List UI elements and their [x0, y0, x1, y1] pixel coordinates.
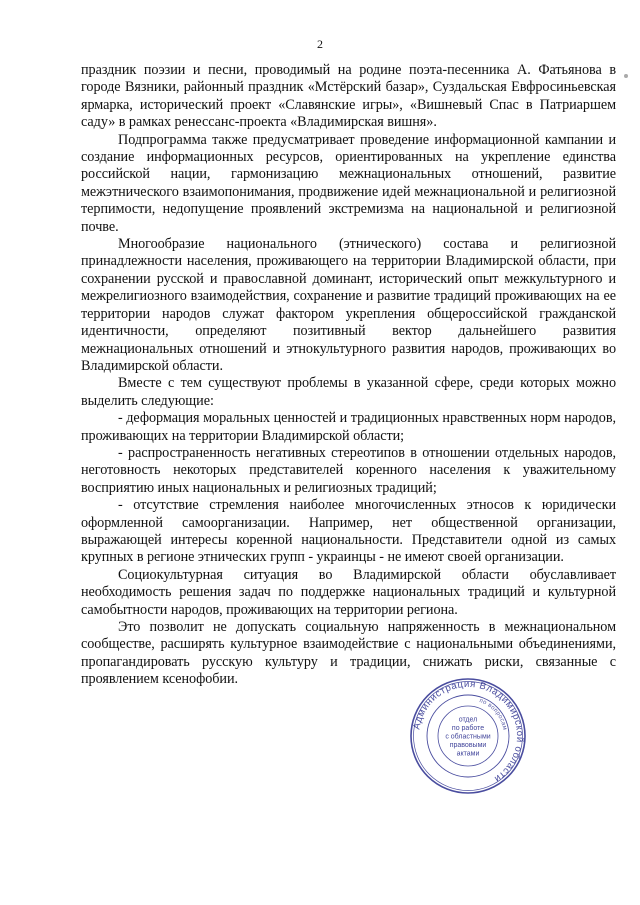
- paragraph-continuation: праздник поэзии и песни, проводимый на родине поэта-песенника А. Фатьянова в городе Вязники, районный праздник «Мстёрский базар», Суздальская Евфросиньевская ярмарка, исторический проект «Славянские игры», «Вишневый Спас в Патриаршем саду» в рамках ренессанс-проекта «Владимирская вишня».: [81, 62, 616, 131]
- document-body: [81, 62, 616, 689]
- stamp-center-line: отдел: [458, 716, 478, 724]
- paragraph-conclusion: Это позволит не допускать социальную напряженность в межнациональном сообществе, расширять культурное взаимодействие с национальными объединениями, пропагандировать русскую культуру и традиции, снижать риски, связанные с проявлением ксенофобии.: [81, 619, 616, 688]
- page-number: 2: [317, 37, 323, 51]
- list-item-stereotypes: - распространенность негативных стереотипов в отношении отдельных народов, неготовность некоторых представителей коренного населения к уважительному восприятию иных национальных и религиозных традиций;: [81, 444, 616, 496]
- paragraph-subprogram: Подпрограмма также предусматривает проведение информационной кампании и создание информационных ресурсов, ориентированных на укрепление единства российской нации, гармонизацию межнациональных отношений, развитие межэтнического взаимопонимания, продвижение идей межнациональной и религиозной терпимости, недопущение проявлений экстремизма на национальной и религиозной почве.: [81, 131, 616, 235]
- svg-text:по вопросам: по вопросам: [478, 697, 508, 731]
- stamp-center-line: с областными: [445, 733, 491, 741]
- paragraph-sociocultural: Социокультурная ситуация во Владимирской области обуславливает необходимость решения задач по поддержке национальных традиций и культурной самобытности народов, проживающих на территории региона.: [81, 566, 616, 618]
- paragraph-problems-intro: Вместе с тем существуют проблемы в указанной сфере, среди которых можно выделить следующие:: [81, 375, 616, 409]
- stamp-center-line: актами: [456, 750, 480, 758]
- official-seal-stamp: [408, 676, 528, 796]
- stamp-center-line: правовыми: [449, 741, 487, 749]
- stamp-center-line: по работе: [451, 725, 485, 733]
- list-item-self-organization: - отсутствие стремления наиболее многочисленных этносов к юридически оформленной самоорганизации. Например, нет общественной организации, выражающей интересы коренной национальности. Представители одной из самых крупных в регионе этнических групп - украинцы - не имеют своей организации.: [81, 497, 616, 566]
- svg-text:Администрация Владимирской обл: Администрация Владимирской области: [411, 678, 526, 785]
- paragraph-diversity: Многообразие национального (этнического) состава и религиозной принадлежности населения, проживающего на территории Владимирской области, при сохранении русской и православной доминант, исторический опыт межкультурного и межрелигиозного взаимодействия, сохранение и развитие традиций проживающих на ее территории народов служат фактором укрепления общероссийской гражданской идентичности, определяют позитивный вектор дальнейшего развития межнациональных отношений и этнокультурного развития народов, проживающих во Владимирской области.: [81, 236, 616, 374]
- list-item-deformation: - деформация моральных ценностей и традиционных нравственных норм народов, проживающих на территории Владимирской области;: [81, 410, 616, 444]
- margin-mark: [624, 74, 628, 78]
